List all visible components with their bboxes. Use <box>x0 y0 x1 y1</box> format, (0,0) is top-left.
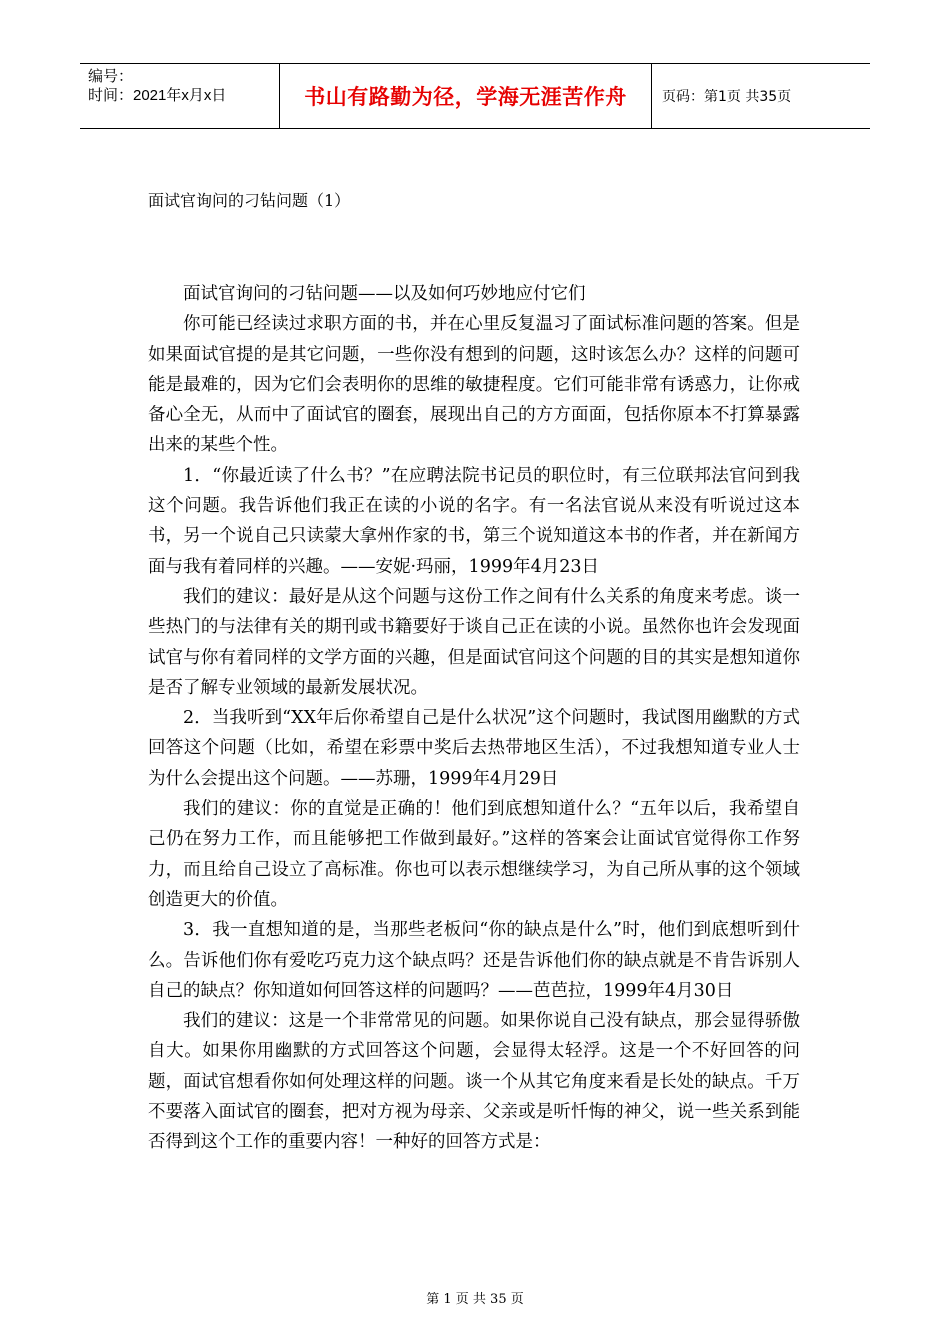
paragraph: 1．“你最近读了什么书？”在应聘法院书记员的职位时，有三位联邦法官问到我这个问题。我告诉他们我正在读的小说的名字。有一名法官说从来没有听说过这本书，另一个说自己只读蒙大拿州作家的书，第三个说知道这本书的作者，并在新闻方面与我有着同样的兴趣。——安妮·玛丽，1999年4月23日 <box>148 465 800 577</box>
paragraph: 我们的建议：这是一个非常常见的问题。如果你说自己没有缺点，那会显得骄傲自大。如果你用幽默的方式回答这个问题，会显得太轻浮。这是一个不好回答的问题，面试官想看你如何处理这样的问题。谈一个从其它角度来看是长处的缺点。千万不要落入面试官的圈套，把对方视为母亲、父亲或是听忏悔的神父，说一些关系到能否得到这个工作的重要内容！一种好的回答方式是： <box>148 1011 800 1153</box>
document-body <box>148 279 800 1158</box>
paragraph: 3．我一直想知道的是，当那些老板问“你的缺点是什么”时，他们到底想听到什么。告诉他们你有爱吃巧克力这个缺点吗？还是告诉他们你的缺点就是不肯告诉别人自己的缺点？你知道如何回答这样的问题吗？——芭芭拉，1999年4月30日 <box>148 920 800 1001</box>
page-header <box>80 63 870 129</box>
document-title: 面试官询问的刁钻问题（1） <box>148 191 351 210</box>
paragraph: 我们的建议：你的直觉是正确的！他们到底想知道什么？“五年以后，我希望自己仍在努力工作，而且能够把工作做到最好。”这样的答案会让面试官觉得你工作努力，而且给自己设立了高标准。你也可以表示想继续学习，为自己所从事的这个领域创造更大的价值。 <box>148 799 800 910</box>
paragraph: 2．当我听到“XX年后你希望自己是什么状况”这个问题时，我试图用幽默的方式回答这个问题（比如，希望在彩票中奖后去热带地区生活），不过我想知道专业人士为什么会提出这个问题。——苏珊，1999年4月29日 <box>148 708 800 789</box>
paragraph: 我们的建议：最好是从这个问题与这份工作之间有什么关系的角度来考虑。谈一些热门的与法律有关的期刊或书籍要好于谈自己正在读的小说。虽然你也许会发现面试官与你有着同样的文学方面的兴趣，但是面试官问这个问题的目的其实是想知道你是否了解专业领域的最新发展状况。 <box>148 586 800 698</box>
paragraph: 面试官询问的刁钻问题——以及如何巧妙地应付它们 <box>183 284 586 304</box>
number-label: 编号： <box>88 68 134 85</box>
header-meta <box>80 64 280 128</box>
header-motto-cell <box>280 64 652 128</box>
paragraph: 你可能已经读过求职方面的书，并在心里反复温习了面试标准问题的答案。但是如果面试官提的是其它问题，一些你没有想到的问题，这时该怎么办？这样的问题可能是最难的，因为它们会表明你的思维的敏捷程度。它们可能非常有诱惑力，让你戒备心全无，从而中了面试官的圈套，展现出自己的方方面面，包括你原本不打算暴露出来的某些个性。 <box>148 314 800 456</box>
motto-text: 书山有路勤为径，学海无涯苦作舟 <box>304 85 627 109</box>
page-footer: 第 1 页 共 35 页 <box>426 1292 524 1307</box>
header-page-info: 页码：第1页 共35页 <box>662 89 792 105</box>
time-label: 时间：2021年x月x日 <box>88 87 227 104</box>
